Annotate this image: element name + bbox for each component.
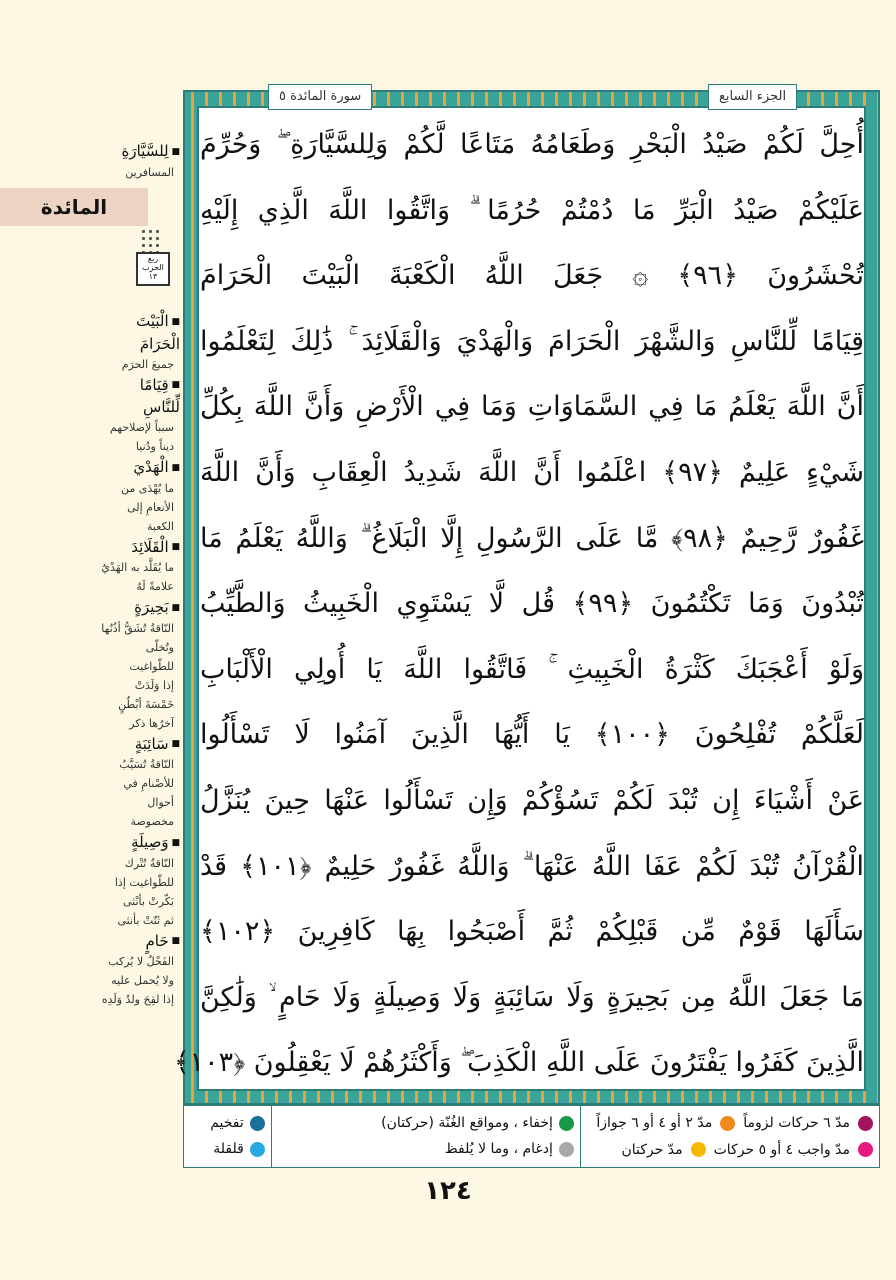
glossary-definition: للطّواغيت إذا	[114, 875, 174, 889]
quran-line: مَا جَعَلَ اللَّهُ مِن بَحِيرَةٍ وَلَا سَائِبَةٍ وَلَا وَصِيلَةٍ وَلَا حَامٍ ۙ وَلَٰكِنَّ	[200, 981, 864, 1013]
glossary-definition: خَمْسَةَ أبْطُنٍ	[118, 697, 174, 711]
surah-header: سورة المائدة ٥	[268, 84, 372, 110]
legend-color-dot-icon	[858, 1142, 873, 1157]
glossary-term: ■ لِلسَّيَّارَةِ	[100, 140, 180, 163]
glossary-definition: النّاقةُ تُسَيَّبُ	[119, 758, 174, 771]
glossary-term: ■ سَائِبَةٍ	[100, 733, 180, 756]
glossary-definition: الفَحْلُ لا يُركب	[108, 955, 174, 968]
legend-column	[184, 1106, 271, 1167]
legend-column	[271, 1106, 580, 1167]
legend-color-dot-icon	[858, 1116, 873, 1131]
legend-row	[190, 1110, 265, 1136]
legend-color-dot-icon	[691, 1142, 706, 1157]
quran-line: وَلَوْ أَعْجَبَكَ كَثْرَةُ الْخَبِيثِ ۚ فَاتَّقُوا اللَّهَ يَا أُولِي الْأَلْبَابِ	[200, 653, 864, 685]
legend-color-dot-icon	[559, 1142, 574, 1157]
legend-row	[587, 1137, 873, 1163]
glossary-definition: ولا يُحمل عليه	[111, 974, 174, 987]
hizb-text: الحزب	[142, 263, 164, 272]
legend-label: مدّ واجب ٤ أو ٥ حركات	[713, 1141, 850, 1158]
quran-line: أَنَّ اللَّهَ يَعْلَمُ مَا فِي السَّمَاوَاتِ وَمَا فِي الْأَرْضِ وَأَنَّ اللَّهَ بِكُلِّ	[200, 391, 864, 423]
legend-row	[278, 1110, 574, 1136]
quran-line: سَأَلَهَا قَوْمٌ مِّن قَبْلِكُمْ ثُمَّ أَصْبَحُوا بِهَا كَافِرِينَ ﴿١٠٢﴾	[200, 916, 864, 948]
quran-line: لَعَلَّكُمْ تُفْلِحُونَ ﴿١٠٠﴾ يَا أَيُّهَا الَّذِينَ آمَنُوا لَا تَسْأَلُوا	[200, 719, 864, 751]
page-number: ١٢٤	[424, 1176, 472, 1206]
glossary-definition: مخصوصة	[130, 815, 174, 828]
quran-line: أُحِلَّ لَكُمْ صَيْدُ الْبَحْرِ وَطَعَامُهُ مَتَاعًا لَّكُمْ وَلِلسَّيَّارَةِ ۖ وَحُرِّمَ	[200, 129, 864, 160]
quran-line: عَلَيْكُمْ صَيْدُ الْبَرِّ مَا دُمْتُمْ حُرُمًا ۗ وَاتَّقُوا اللَّهَ الَّذِي إِلَيْهِ	[200, 194, 864, 226]
glossary-definition: النّاقةُ تُتْرك	[124, 856, 174, 870]
glossary-term: ■ الْقَلَائِدَ	[100, 536, 180, 559]
legend-label: قلقلة	[213, 1141, 244, 1157]
quran-text	[173, 112, 864, 1096]
glossary-definition: إذا لقِحَ ولدُ وَلَدِه	[101, 993, 174, 1006]
glossary	[100, 310, 180, 1009]
hizb-marker	[134, 228, 170, 286]
glossary-term: ■ وَصِيلَةٍ	[100, 831, 180, 854]
legend-label: إدغام ، وما لا يُلفظ	[444, 1141, 553, 1157]
hizb-ornament-icon	[140, 228, 162, 254]
quran-line: قِيَامًا لِّلنَّاسِ وَالشَّهْرَ الْحَرَامَ وَالْهَدْيَ وَالْقَلَائِدَ ۚ ذَٰلِكَ لِتَعْلَمُوا	[200, 325, 864, 357]
quran-line: تُبْدُونَ وَمَا تَكْتُمُونَ ﴿٩٩﴾ قُل لَّا يَسْتَوِي الْخَبِيثُ وَالطَّيِّبُ	[200, 588, 864, 620]
hizb-box	[136, 252, 170, 286]
glossary-definition: ديناً ودُنيا	[135, 440, 174, 453]
legend-label: إخفاء ، ومواقع الغُنّة (حركتان)	[381, 1115, 553, 1131]
glossary-definition: وتُخلّى للطّواغيت	[129, 640, 174, 673]
quran-line: شَيْءٍ عَلِيمٌ ﴿٩٧﴾ اعْلَمُوا أَنَّ اللَّهَ شَدِيدُ الْعِقَابِ وَأَنَّ اللَّهَ	[200, 456, 864, 488]
legend-color-dot-icon	[559, 1116, 574, 1131]
glossary-term: ■ حَامٍ	[100, 930, 180, 953]
glossary-definition: ما يُهْدَى من	[120, 481, 174, 495]
glossary-definition: المسافرين	[125, 165, 174, 179]
glossary-definition: آخرُها ذكر	[129, 716, 174, 730]
glossary-definition: ثم ثَنّتْ بأنثى	[117, 913, 174, 927]
quran-line: الَّذِينَ كَفَرُوا يَفْتَرُونَ عَلَى اللَّهِ الْكَذِبَ ۖ وَأَكْثَرُهُمْ لَا يَعْقِلُونَ ﴿١٠٣﴾	[173, 1047, 864, 1079]
glossary-definition: إذا وَلَدَتْ	[134, 678, 174, 692]
legend-label: تفخيم	[210, 1115, 244, 1131]
legend-column	[580, 1106, 879, 1167]
glossary-definition: سبباً لإصلاحهم	[109, 421, 174, 434]
glossary-term: ■ قِيَامًا لِّلنَّاسِ	[100, 374, 180, 419]
glossary-definition: جميعَ الحرَم	[121, 357, 174, 371]
hizb-text: ربع	[147, 254, 159, 263]
quran-line: تُحْشَرُونَ ﴿٩٦﴾ ۞ جَعَلَ اللَّهُ الْكَعْبَةَ الْبَيْتَ الْحَرَامَ	[200, 260, 864, 292]
legend-label: مدّ ٢ أو ٤ أو ٦ جوازاً	[596, 1115, 713, 1131]
quran-line: غَفُورٌ رَّحِيمٌ ﴿٩٨﴾ مَّا عَلَى الرَّسُولِ إِلَّا الْبَلَاغُ ۗ وَاللَّهُ يَعْلَمُ مَا	[200, 522, 864, 554]
glossary-definition: النّاقةُ تُشَقُّ أذُنُها	[101, 621, 174, 635]
legend-color-dot-icon	[720, 1116, 735, 1131]
quran-line: عَنْ أَشْيَاءَ إِن تُبْدَ لَكُمْ تَسُؤْكُمْ وَإِن تَسْأَلُوا عَنْهَا حِينَ يُنَزَّلُ	[200, 784, 864, 816]
juz-header: الجزء السابع	[708, 84, 797, 110]
legend-label: مدّ حركتان	[621, 1141, 683, 1158]
legend-row	[278, 1136, 574, 1162]
glossary-term: ■ الْهَدْيَ	[100, 456, 180, 479]
glossary-definition: علامةً لَهُ	[136, 580, 174, 593]
hizb-number: ١٣	[148, 272, 158, 281]
glossary-definition: للأصْنامِ في أحوال	[123, 777, 174, 809]
glossary-definition: الأنعامِ إلى الكعبة	[127, 500, 174, 533]
glossary-definition: ما يُقَلَّد به الهَدْيُ	[101, 561, 174, 574]
legend-row	[587, 1110, 873, 1136]
tajweed-legend	[183, 1105, 880, 1168]
surah-tab: المائدة	[0, 188, 148, 226]
glossary-term: ■ الْبَيْتَ الْحَرَامَ	[100, 310, 180, 355]
glossary-definition: بَكّرتْ بأنْثى	[122, 894, 174, 908]
legend-color-dot-icon	[250, 1116, 265, 1131]
legend-color-dot-icon	[250, 1142, 265, 1157]
glossary-term: ■ بَحِيرَةٍ	[100, 596, 180, 619]
quran-line: الْقُرْآنُ تُبْدَ لَكُمْ عَفَا اللَّهُ عَنْهَا ۗ وَاللَّهُ غَفُورٌ حَلِيمٌ ﴿١٠١﴾ قَدْ	[200, 850, 864, 882]
legend-row	[190, 1136, 265, 1162]
legend-label: مدّ ٦ حركات لزوماً	[743, 1115, 850, 1131]
glossary-top	[100, 140, 180, 182]
